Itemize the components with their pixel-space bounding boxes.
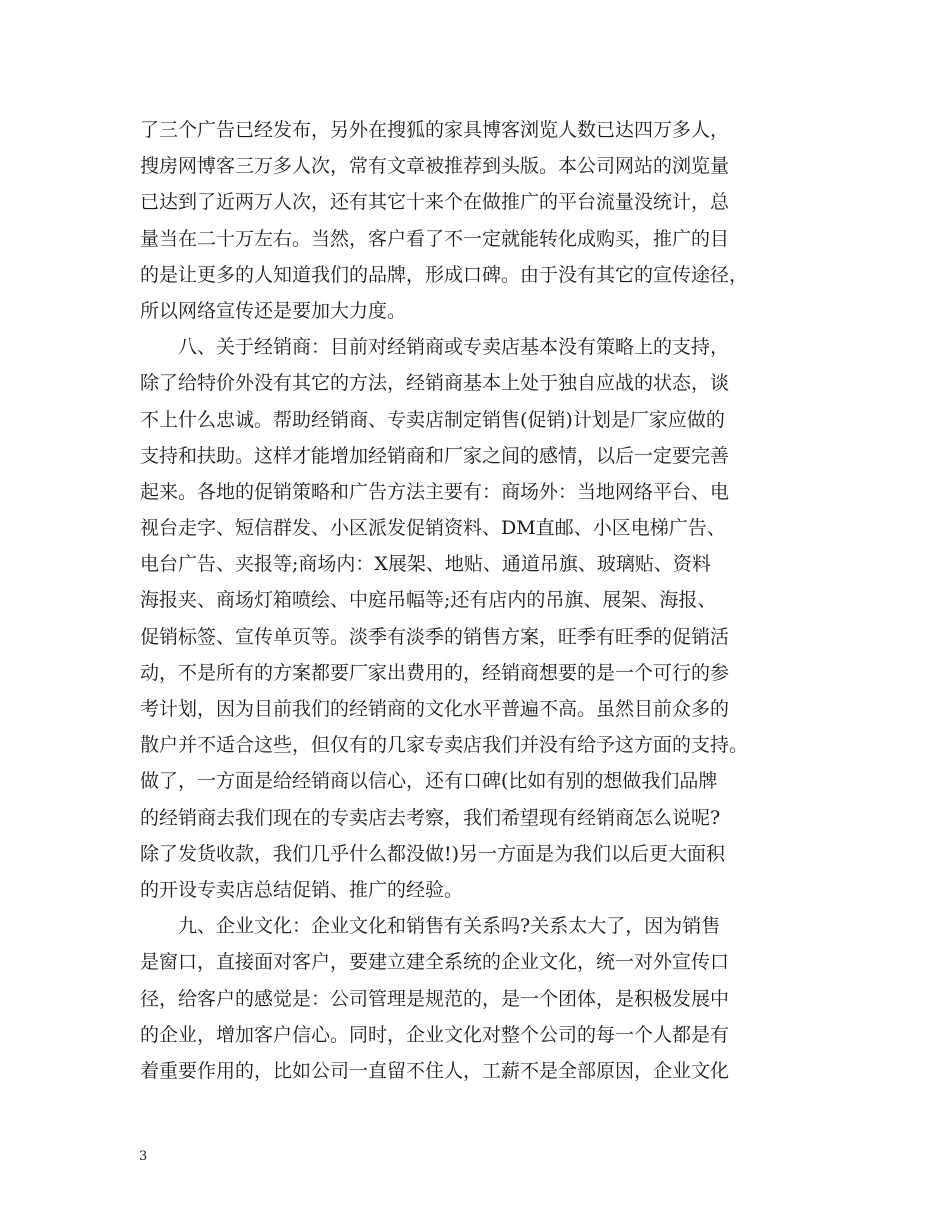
page-number: 3 [139, 1149, 148, 1164]
paragraph-section-9 [140, 908, 820, 1089]
text-line: 九、企业文化：企业文化和销售有关系吗?关系太大了，因为销售 [140, 915, 721, 938]
text-line: 所以网络宣传还是要加大力度。 [140, 299, 407, 322]
paragraph-continued [140, 112, 820, 329]
text-line: 是窗口，直接面对客户，要建立建全系统的企业文化，统一对外宣传口 [140, 951, 730, 974]
text-line: 的经销商去我们现在的专卖店去考察，我们希望现有经销商怎么说呢? [140, 806, 721, 829]
text-line: 考计划，因为目前我们的经销商的文化水平普遍不高。虽然目前众多的 [140, 698, 730, 720]
paragraph-section-8 [140, 329, 820, 908]
text-line: 不上什么忠诚。帮助经销商、专卖店制定销售(促销)计划是厂家应做的 [140, 408, 725, 431]
text-line: 散户并不适合这些，但仅有的几家专卖店我们并没有给予这方面的支持。 [140, 734, 749, 757]
text-line: 起来。各地的促销策略和广告方法主要有：商场外：当地网络平台、电 [140, 480, 730, 503]
text-line: 的开设专卖店总结促销、推广的经验。 [140, 878, 464, 901]
document-body [140, 112, 820, 1089]
text-line: 已达到了近两万人次，还有其它十来个在做推广的平台流量没统计，总 [140, 191, 730, 214]
text-line: 量当在二十万左右。当然，客户看了不一定就能转化成购买，推广的目 [140, 227, 730, 250]
text-line: 径，给客户的感觉是：公司管理是规范的，是一个团体，是积极发展中 [140, 987, 730, 1010]
text-line: 电台广告、夹报等;商场内：X展架、地贴、通道吊旗、玻璃贴、资料 [140, 553, 711, 576]
text-line: 海报夹、商场灯箱喷绘、中庭吊幅等;还有店内的吊旗、展架、海报、 [140, 589, 717, 612]
text-line: 动，不是所有的方案都要厂家出费用的，经销商想要的是一个可行的参 [140, 661, 730, 684]
text-line: 八、关于经销商：目前对经销商或专卖店基本没有策略上的支持， [140, 336, 730, 359]
text-line: 了三个广告已经发布，另外在搜狐的家具博客浏览人数已达四万多人， [140, 119, 730, 141]
text-line: 做了，一方面是给经销商以信心，还有口碑(比如有别的想做我们品牌 [140, 770, 718, 793]
text-line: 促销标签、宣传单页等。淡季有淡季的销售方案，旺季有旺季的促销活 [140, 625, 730, 648]
text-line: 除了发货收款，我们几乎什么都没做!)另一方面是为我们以后更大面积 [140, 842, 726, 865]
text-line: 的是让更多的人知道我们的品牌，形成口碑。由于没有其它的宣传途径， [140, 263, 749, 286]
text-line: 的企业，增加客户信心。同时，企业文化对整个公司的每一个人都是有 [140, 1023, 730, 1046]
text-line: 视台走字、短信群发、小区派发促销资料、DM直邮、小区电梯广告、 [140, 517, 726, 540]
text-line: 支持和扶助。这样才能增加经销商和厂家之间的感情，以后一定要完善 [140, 444, 730, 467]
text-line: 除了给特价外没有其它的方法，经销商基本上处于独自应战的状态，谈 [140, 372, 730, 395]
text-line: 搜房网博客三万多人次，常有文章被推荐到头版。本公司网站的浏览量 [140, 155, 730, 178]
text-line: 着重要作用的，比如公司一直留不住人，工薪不是全部原因，企业文化 [140, 1059, 730, 1082]
